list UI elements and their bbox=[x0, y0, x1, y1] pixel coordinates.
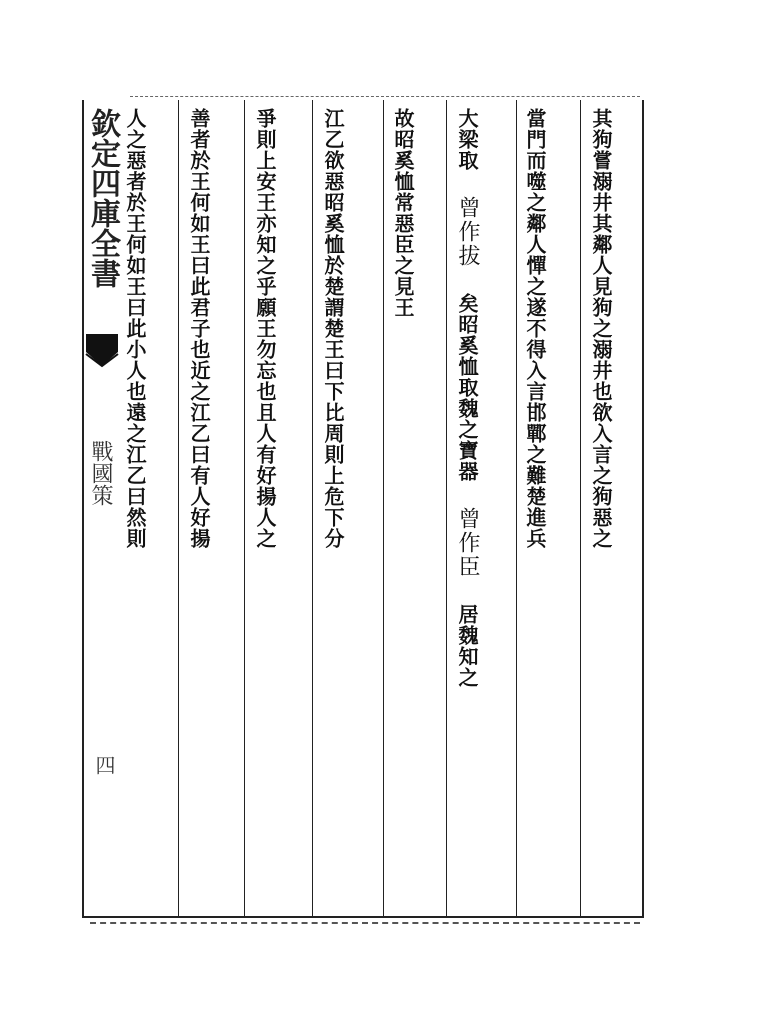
text-column-3-part3: 居魏知之 bbox=[455, 604, 479, 688]
text-column-1: 其狗嘗溺井其鄰人見狗之溺井也欲入言之狗惡之 bbox=[589, 108, 613, 549]
column-divider bbox=[312, 100, 313, 916]
annotation-note-2: 曾作臣 bbox=[455, 507, 480, 579]
bottom-rule bbox=[90, 922, 640, 924]
text-column-8: 人之惡者於王何如王曰此小人也遠之江乙曰然則 bbox=[123, 108, 147, 549]
text-column-5: 江乙欲惡昭奚恤於楚謂楚王曰下比周則上危下分 bbox=[321, 108, 345, 549]
page-frame bbox=[82, 100, 644, 918]
text-column-6: 爭則上安王亦知之乎願王勿忘也且人有好揚人之 bbox=[253, 108, 277, 549]
text-column-3 bbox=[452, 108, 482, 924]
top-rule bbox=[130, 96, 640, 97]
column-divider bbox=[516, 100, 517, 916]
text-column-3-part1: 大梁取 bbox=[455, 108, 479, 171]
text-column-2: 當門而噬之鄰人憚之遂不得入言邯鄲之難楚進兵 bbox=[523, 108, 547, 549]
column-divider bbox=[446, 100, 447, 916]
margin-title: 欽定四庫全書 bbox=[85, 108, 120, 288]
text-column-7: 善者於王何如王曰此君子也近之江乙曰有人好揚 bbox=[187, 108, 211, 549]
margin-book-title: 戰國策 bbox=[88, 440, 113, 506]
text-column-3-part2: 矣昭奚恤取魏之寶器 bbox=[455, 293, 479, 482]
margin-page-number: 四 bbox=[92, 755, 116, 775]
column-divider bbox=[580, 100, 581, 916]
column-divider bbox=[244, 100, 245, 916]
text-column-4: 故昭奚恤常惡臣之見王 bbox=[391, 108, 415, 318]
column-divider bbox=[178, 100, 179, 916]
annotation-note-1: 曾作拔 bbox=[455, 196, 480, 268]
column-divider bbox=[383, 100, 384, 916]
fish-tail-mark-icon bbox=[84, 332, 120, 368]
